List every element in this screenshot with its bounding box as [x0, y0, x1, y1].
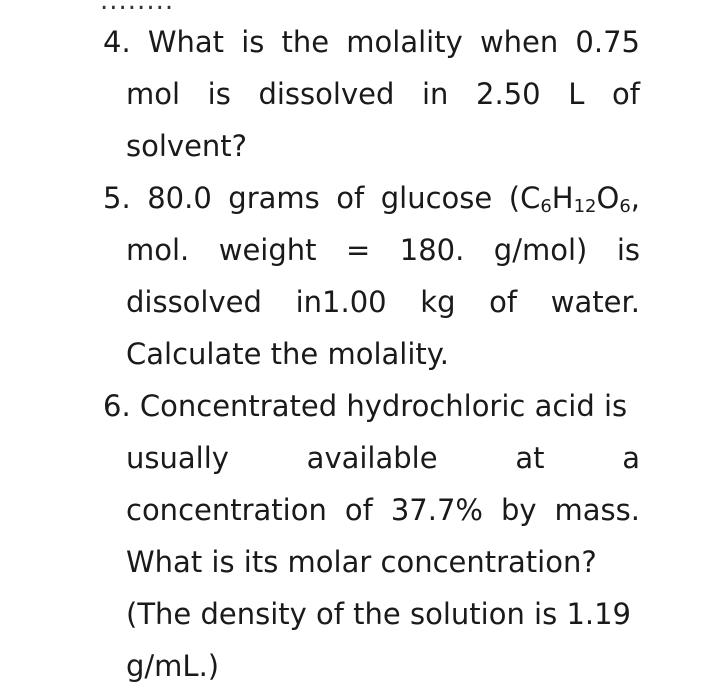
question-4-line-1 — [103, 24, 640, 60]
question-5-line-1 — [103, 180, 640, 225]
question-6-line-1 — [103, 388, 640, 424]
question-5-line-3: dissolved in1.00 kg of water. — [126, 285, 640, 319]
formula-prefix: 80.0 grams of glucose (C — [147, 181, 541, 215]
question-6-line-6: g/mL.) — [126, 649, 220, 683]
formula-suffix: , — [630, 181, 641, 215]
question-4-line-3: solvent? — [126, 129, 248, 163]
question-5-line-2: mol. weight = 180. g/mol) is — [126, 233, 640, 267]
subscript-12: 12 — [573, 196, 597, 217]
question-5-line-4: Calculate the molality. — [126, 337, 450, 371]
cropped-top-fragment: ........ — [100, 0, 175, 16]
formula-o: O — [596, 181, 620, 215]
question-4-line-2: mol is dissolved in 2.50 L of — [126, 77, 640, 111]
question-6-number: 6. — [103, 389, 131, 423]
question-6-line-3: concentration of 37.7% by mass. — [126, 493, 640, 527]
question-6-line-4: What is its molar concentration? — [126, 545, 597, 579]
question-6-text-1: Concentrated hydrochloric acid is — [139, 389, 628, 423]
question-6-line-2: usually available at a — [126, 441, 640, 475]
question-5-formula-line — [147, 181, 640, 215]
subscript-6b: 6 — [619, 196, 631, 217]
question-5-number: 5. — [103, 181, 131, 215]
subscript-6: 6 — [540, 196, 552, 217]
question-6-line-5: (The density of the solution is 1.19 — [126, 597, 632, 631]
formula-h: H — [551, 181, 574, 215]
question-4-text-1: What is the molality when 0.75 — [147, 25, 640, 59]
question-4-number: 4. — [103, 25, 131, 59]
